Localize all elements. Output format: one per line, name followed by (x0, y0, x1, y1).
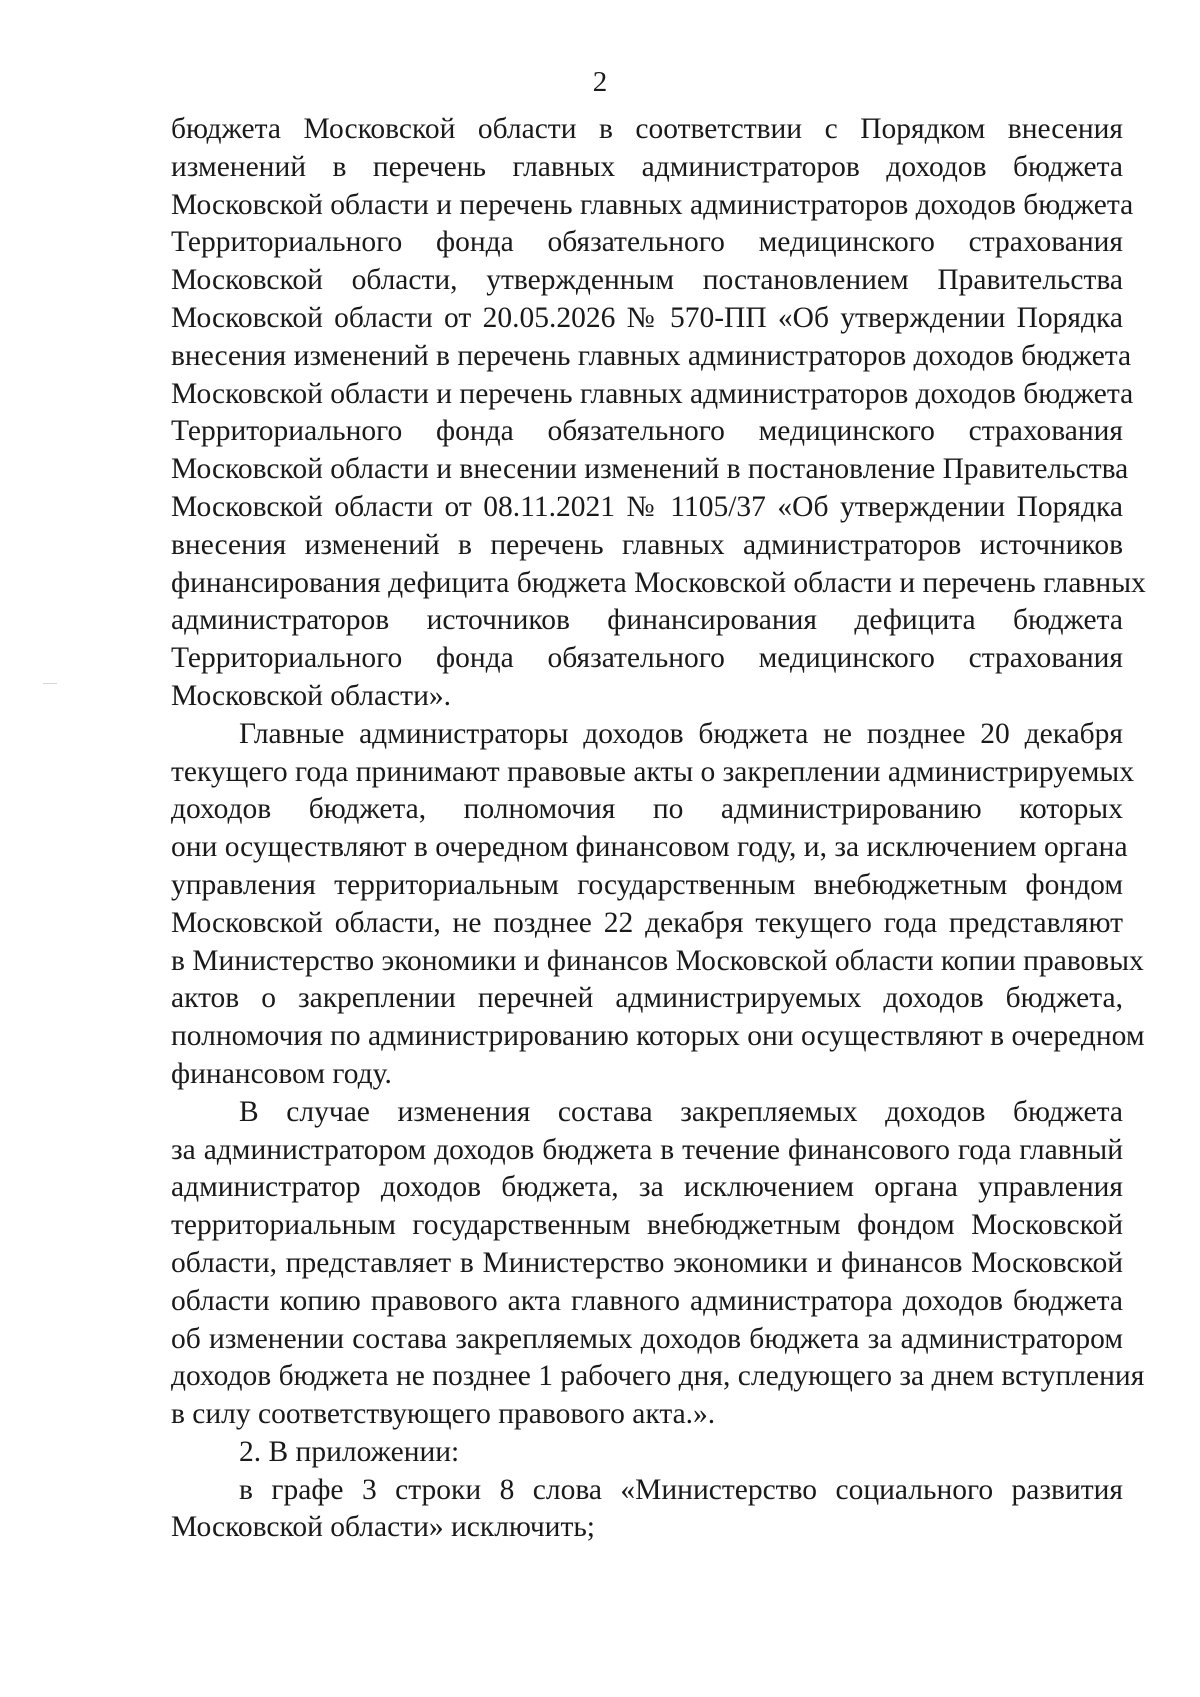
text-line: Московской области». (171, 679, 451, 712)
text-line: Московской области и внесении изменений в постановление Правительства (171, 453, 1129, 486)
text-line: актов о закреплении перечней администрируемых доходов бюджета, (171, 982, 1123, 1015)
text-line: внесения изменений в перечень главных администраторов доходов бюджета (171, 339, 1132, 372)
text-line: об изменении состава закрепляемых доходов бюджета за администратором (171, 1322, 1123, 1355)
text-line: Московской области и перечень главных администраторов доходов бюджета (171, 377, 1134, 410)
text-line: внесения изменений в перечень главных администраторов источников (171, 528, 1123, 561)
text-line: доходов бюджета не позднее 1 рабочего дня, следующего за днем вступления (171, 1360, 1145, 1393)
text-line: Московской области от 20.05.2026 № 570-ПП «Об утверждении Порядка (171, 301, 1123, 334)
page-number: 2 (592, 66, 608, 98)
paragraph-first-line: в графе 3 строки 8 слова «Министерство социального развития (239, 1473, 1123, 1506)
text-line: текущего года принимают правовые акты о закреплении администрируемых (171, 755, 1134, 788)
text-line: области, представляет в Министерство экономики и финансов Московской (171, 1246, 1123, 1279)
text-line: администраторов источников финансирования дефицита бюджета (171, 604, 1123, 637)
text-line: финансовом году. (171, 1057, 392, 1090)
text-line: они осуществляют в очередном финансовом году, и, за исключением органа (171, 831, 1128, 864)
text-line: полномочия по администрированию которых они осуществляют в очередном (171, 1020, 1145, 1053)
text-line: доходов бюджета, полномочия по администрированию которых (171, 793, 1123, 826)
paragraph-first-line: Главные администраторы доходов бюджета не позднее 20 декабря (239, 717, 1123, 750)
text-line: бюджета Московской области в соответствии с Порядком внесения (171, 113, 1123, 145)
text-line: Московской области от 08.11.2021 № 1105/37 «Об утверждении Порядка (171, 490, 1123, 523)
text-line: Территориального фонда обязательного медицинского страхования (171, 226, 1123, 259)
paragraph-first-line: В случае изменения состава закрепляемых доходов бюджета (239, 1095, 1123, 1128)
text-line: Московской области, утвержденным постановлением Правительства (171, 264, 1123, 297)
text-line: в Министерство экономики и финансов Московской области копии правовых (171, 944, 1144, 977)
text-line: изменений в перечень главных администраторов доходов бюджета (171, 150, 1123, 183)
paragraph-first-line: 2. В приложении: (239, 1435, 460, 1468)
text-line: управления территориальным государственным внебюджетным фондом (171, 868, 1123, 901)
text-line: финансирования дефицита бюджета Московской области и перечень главных (171, 566, 1146, 599)
document-body (171, 111, 1146, 1547)
text-line: территориальным государственным внебюджетным фондом Московской (171, 1209, 1123, 1242)
text-line: области копию правового акта главного администратора доходов бюджета (171, 1284, 1123, 1317)
text-line: за администратором доходов бюджета в течение финансового года главный (171, 1133, 1123, 1166)
text-line: Московской области» исключить; (171, 1511, 596, 1544)
text-line: Территориального фонда обязательного медицинского страхования (171, 642, 1123, 675)
text-line: Московской области и перечень главных администраторов доходов бюджета (171, 188, 1134, 221)
text-line: в силу соответствующего правового акта.». (171, 1398, 716, 1431)
text-line: администратор доходов бюджета, за исключением органа управления (171, 1171, 1123, 1204)
text-line: Московской области, не позднее 22 декабря текущего года представляют (171, 906, 1123, 939)
text-line: Территориального фонда обязательного медицинского страхования (171, 415, 1123, 448)
scan-mark (43, 683, 57, 684)
